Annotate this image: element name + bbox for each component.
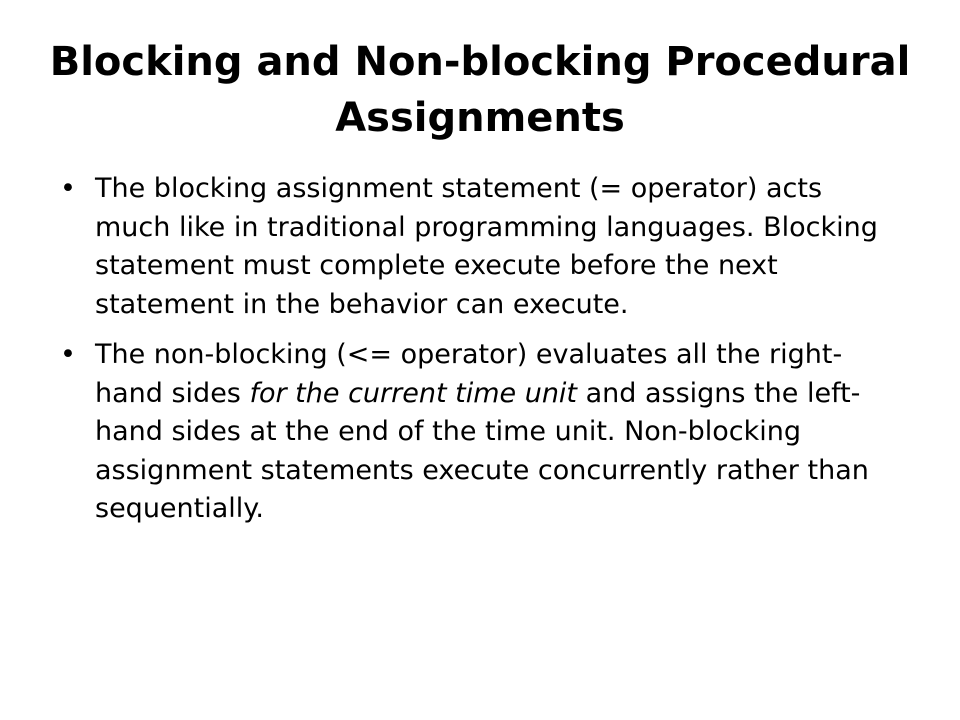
slide-title: Blocking and Non-blocking Procedural Assignments bbox=[49, 39, 911, 141]
bullet-text-after: and assigns the left-hand sides at the end of the time unit. Non-blocking assignment statements execute concurrently rather than sequentially. bbox=[95, 377, 869, 524]
bullet-list bbox=[60, 170, 900, 541]
bullet-text: The blocking assignment statement (= operator) acts much like in traditional programming languages. Blocking statement must complete execute before the next statement in the behavior can execute. bbox=[95, 173, 878, 320]
bullet-marker: • bbox=[60, 339, 76, 370]
bullet-text-before: The non-blocking (<= operator) evaluates all the right-hand sides bbox=[95, 339, 843, 409]
bullet-marker: • bbox=[60, 173, 76, 204]
bullet-item-blocking bbox=[60, 170, 900, 324]
bullet-text-italic: for the current time unit bbox=[249, 377, 578, 409]
bullet-item-non-blocking bbox=[60, 336, 900, 529]
